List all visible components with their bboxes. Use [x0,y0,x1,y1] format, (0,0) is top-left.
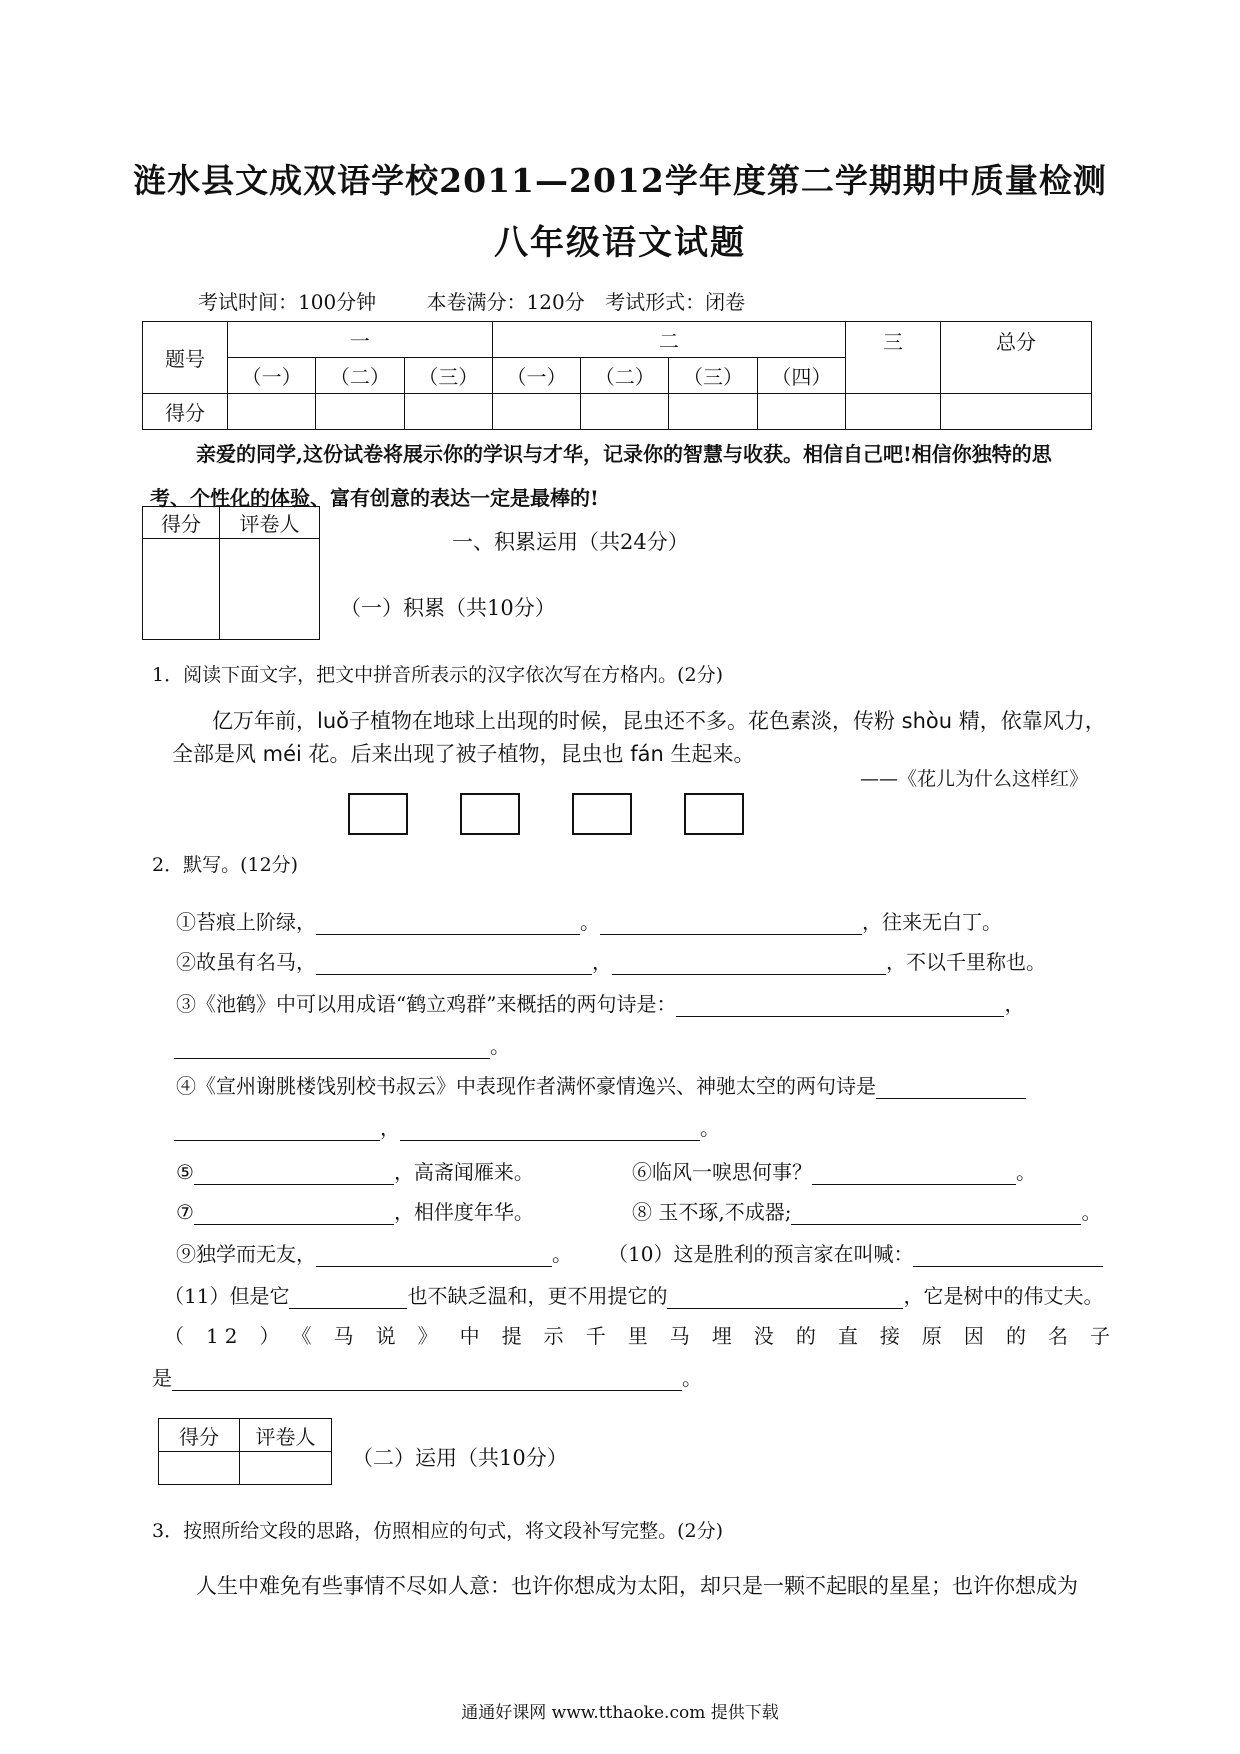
question-3-text: 人生中难免有些事情不尽如人意：也许你想成为太阳，却只是一颗不起眼的星星；也许你想成为 [196,1574,1078,1598]
dictation-item-4-cont [174,1112,720,1141]
answer-blank[interactable] [316,1246,552,1267]
answer-blank[interactable] [316,914,580,935]
question-1-text-2: 全部是风 méi 花。后来出现了被子植物，昆虫也 fán 生起来。 [172,742,755,766]
dictation-text: 。 [580,910,600,934]
grader-box-1 [142,506,320,640]
dictation-text: ，高斋闻雁来。 [393,1160,534,1184]
question-1-source: ——《花儿为什么这样红》 [860,768,1089,790]
grader-box-2 [158,1418,332,1485]
answer-blank[interactable] [612,954,886,975]
dictation-text: 。 [490,1034,510,1058]
question-1: 1．阅读下面文字，把文中拼音所表示的汉字依次写在方格内。(2分) [152,664,724,686]
dictation-item-3 [176,988,1024,1017]
grader-reviewer-label: 评卷人 [220,507,320,539]
section-1-sub-2: （二）运用（共10分） [352,1446,568,1470]
greeting-line-1: 亲爱的同学,这份试卷将展示你的学识与才华，记录你的智慧与收获。相信自己吧!相信你独特的思 [196,442,1052,466]
answer-blank[interactable] [876,1078,1026,1099]
dictation-item-10 [608,1238,1103,1267]
dictation-text: 。 [700,1116,720,1140]
score-table-part-3: 三 [846,322,941,394]
answer-blank[interactable] [913,1246,1103,1267]
grader-reviewer-label: 评卷人 [240,1419,332,1452]
answer-blank[interactable] [791,1204,1081,1225]
dictation-item-4 [176,1070,1026,1099]
dictation-text: ④《宣州谢朓楼饯别校书叔云》中表现作者满怀豪情逸兴、神驰太空的两句诗是 [176,1074,876,1098]
dictation-text: ， [1004,992,1025,1016]
answer-box[interactable] [460,793,520,835]
score-table-label-number: 题号 [143,322,228,394]
score-table-part-2: 二 [492,322,845,358]
grader-score-cell[interactable] [143,539,220,640]
score-table-sub: （二） [581,358,669,394]
score-cell[interactable] [757,394,845,430]
dictation-item-12: （12）《马说》中提示千里马埋没的直接原因的名子 [164,1324,1116,1348]
score-table-sub: （二） [316,358,404,394]
question-3: 3．按照所给文段的思路，仿照相应的句式，将文段补写完整。(2分) [152,1520,724,1542]
dictation-text: ， [592,950,612,974]
dictation-item-2 [176,946,1046,975]
score-table-total: 总分 [941,322,1092,394]
dictation-text: ⑥临风一唳思何事？ [632,1160,812,1184]
dictation-text: 也不缺乏温和，更不用提它的 [407,1284,668,1308]
score-cell[interactable] [404,394,492,430]
exam-form: 考试形式：闭卷 [605,290,746,314]
dictation-text: ⑦ [176,1200,194,1224]
score-cell[interactable] [669,394,757,430]
dictation-text: （10）这是胜利的预言家在叫喊： [608,1242,914,1266]
score-table-sub: （一） [228,358,316,394]
score-table-part-1: 一 [228,322,493,358]
dictation-text: 是 [152,1366,172,1390]
dictation-text: 。 [682,1366,702,1390]
answer-blank[interactable] [667,1288,903,1309]
dictation-item-8 [632,1196,1101,1225]
answer-box[interactable] [572,793,632,835]
dictation-text: ②故虽有名马， [176,950,316,974]
grader-reviewer-cell[interactable] [220,539,320,640]
dictation-item-7 [176,1196,534,1225]
score-cell[interactable] [941,394,1092,430]
answer-blank[interactable] [600,914,862,935]
score-cell[interactable] [316,394,404,430]
dictation-text: ，相伴度年华。 [393,1200,534,1224]
question-1-text-1: 亿万年前，luǒ子植物在地球上出现的时候，昆虫还不多。花色素淡，传粉 shòu 精，依靠风力， [212,709,1106,733]
answer-blank[interactable] [174,1120,380,1141]
dictation-text: ③《池鹤》中可以用成语“鹤立鸡群”来概括的两句诗是： [176,992,677,1016]
score-table-label-score: 得分 [143,394,228,430]
exam-info [198,286,789,315]
score-cell[interactable] [228,394,316,430]
dictation-text: ⑨独学而无友， [176,1242,316,1266]
dictation-text: ，往来无白丁。 [862,910,1002,934]
dictation-item-1 [176,906,1002,935]
dictation-item-11 [164,1280,1103,1309]
score-table-sub: （四） [757,358,845,394]
grader-score-label: 得分 [143,507,220,539]
answer-blank[interactable] [194,1204,394,1225]
question-2: 2．默写。(12分) [152,854,299,876]
answer-blank[interactable] [812,1164,1016,1185]
exam-subtitle: 八年级语文试题 [494,223,746,263]
score-cell[interactable] [492,394,580,430]
grader-score-label: 得分 [159,1419,240,1452]
exam-header-title: 涟水县文成双语学校2011—2012学年度第二学期期中质量检测 [133,161,1107,200]
dictation-text: 。 [552,1242,572,1266]
dictation-text: ， [380,1116,400,1140]
score-table-sub: （三） [669,358,757,394]
dictation-text: ，不以千里称也。 [886,950,1046,974]
score-table [142,321,1092,430]
dictation-item-12-cont [152,1362,702,1391]
grader-reviewer-cell[interactable] [240,1452,332,1485]
answer-box[interactable] [684,793,744,835]
section-1-title: 一、积累运用（共24分） [452,530,689,554]
exam-time: 考试时间：100分钟 [198,290,377,314]
answer-box[interactable] [348,793,408,835]
dictation-text: 。 [1081,1200,1102,1224]
greeting-line-2: 考、个性化的体验、富有创意的表达一定是最棒的! [150,486,599,510]
score-cell[interactable] [581,394,669,430]
answer-blank[interactable] [174,1038,490,1059]
answer-blank[interactable] [316,954,592,975]
section-1-sub-1: （一）积累（共10分） [340,596,556,620]
dictation-item-9 [176,1238,572,1267]
page-footer: 通通好课网 www.tthaoke.com 提供下载 [461,1703,779,1723]
dictation-text: （11）但是它 [164,1284,290,1308]
dictation-text: ①苔痕上阶绿， [176,910,316,934]
grader-score-cell[interactable] [159,1452,240,1485]
dictation-text: ⑤ [176,1160,194,1184]
answer-blank[interactable] [194,1164,394,1185]
answer-blank[interactable] [676,996,1004,1017]
answer-blank[interactable] [400,1120,700,1141]
dictation-text: ，它是树中的伟丈夫。 [903,1284,1104,1308]
dictation-item-5 [176,1156,534,1185]
answer-blank[interactable] [172,1370,682,1391]
dictation-text: 。 [1016,1160,1036,1184]
score-cell[interactable] [846,394,941,430]
score-table-sub: （三） [404,358,492,394]
full-score: 本卷满分：120分 [426,290,585,314]
score-table-sub: （一） [492,358,580,394]
answer-blank[interactable] [289,1288,407,1309]
dictation-item-3-cont [174,1030,510,1059]
dictation-item-6 [632,1156,1036,1185]
dictation-text: ⑧ 玉不琢,不成器; [632,1200,792,1224]
